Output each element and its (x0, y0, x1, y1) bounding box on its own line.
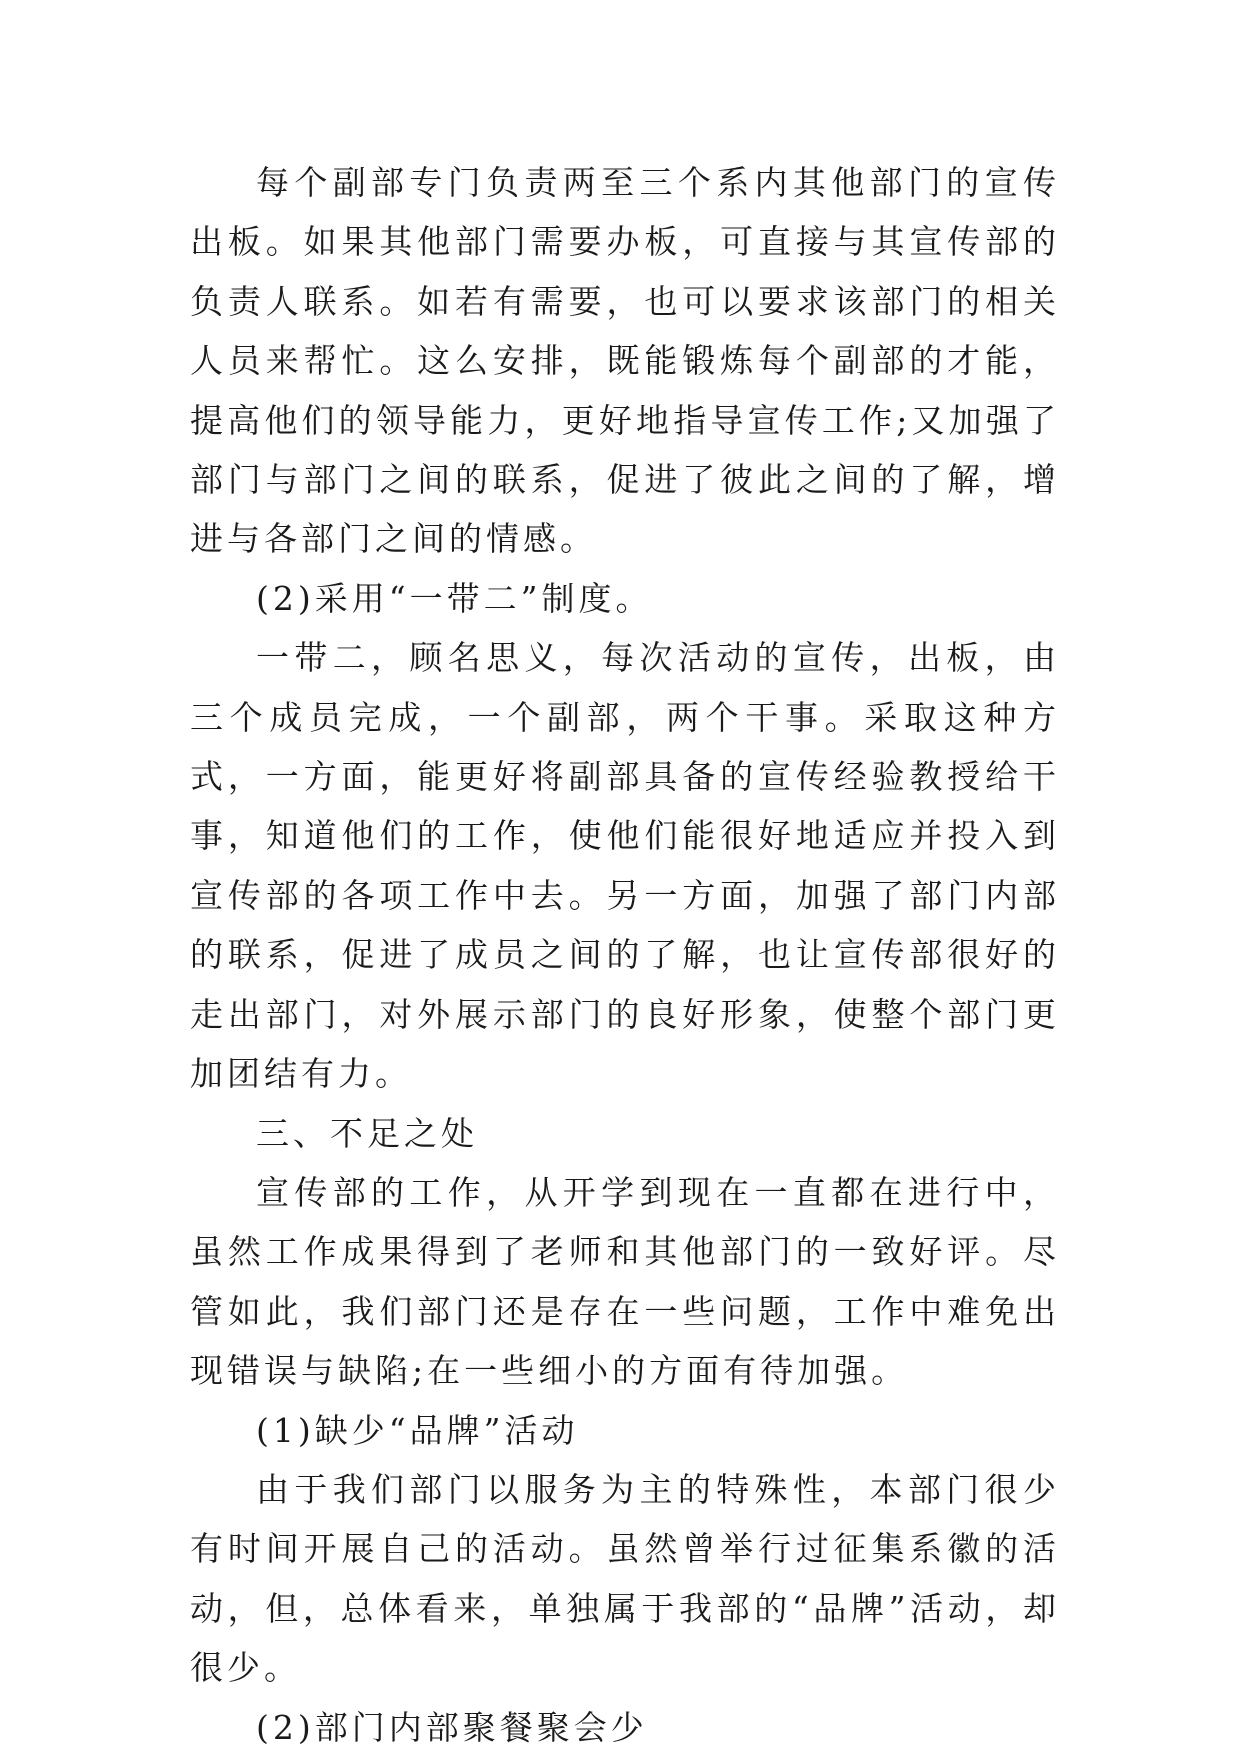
section-heading-shortcomings: 三、不足之处 (256, 1113, 478, 1153)
paragraph-one-leads-two-detail: 一带二，顾名思义，每次活动的宣传，出板，由三个成员完成，一个副部，两个干事。采取这种方式，一方面，能更好将副部具备的宣传经验教授给干事，知道他们的工作，使他们能很好地适应并投入到宣传部的各项工作中去。另一方面，加强了部门内部的联系，促进了成员之间的了解，也让宣传部很好的走出部门，对外展示部门的良好形象，使整个部门更加团结有力。 (190, 638, 1060, 1094)
paragraph-heading-brand-activity: (1)缺少“品牌”活动 (256, 1410, 579, 1450)
paragraph-publicity-assignment: 每个副部专门负责两至三个系内其他部门的宣传出板。如果其他部门需要办板，可直接与其宣传部的负责人联系。如若有需要，也可以要求该部门的相关人员来帮忙。这么安排，既能锻炼每个副部的才能，提高他们的领导能力，更好地指导宣传工作;又加强了部门与部门之间的联系，促进了彼此之间的了解，增进与各部门之间的情感。 (190, 163, 1060, 559)
paragraph-brand-activity-detail: 由于我们部门以服务为主的特殊性，本部门很少有时间开展自己的活动。虽然曾举行过征集系徽的活动，但，总体看来，单独属于我部的“品牌”活动，却很少。 (190, 1469, 1060, 1688)
document-body (190, 153, 1060, 1757)
paragraph-shortcomings-intro: 宣传部的工作，从开学到现在一直都在进行中，虽然工作成果得到了老师和其他部门的一致好评。尽管如此，我们部门还是存在一些问题，工作中难免出现错误与缺陷;在一些细小的方面有待加强。 (190, 1172, 1060, 1391)
paragraph-heading-one-leads-two: (2)采用“一带二”制度。 (256, 578, 653, 618)
paragraph-heading-gatherings: (2)部门内部聚餐聚会少 (256, 1707, 648, 1747)
